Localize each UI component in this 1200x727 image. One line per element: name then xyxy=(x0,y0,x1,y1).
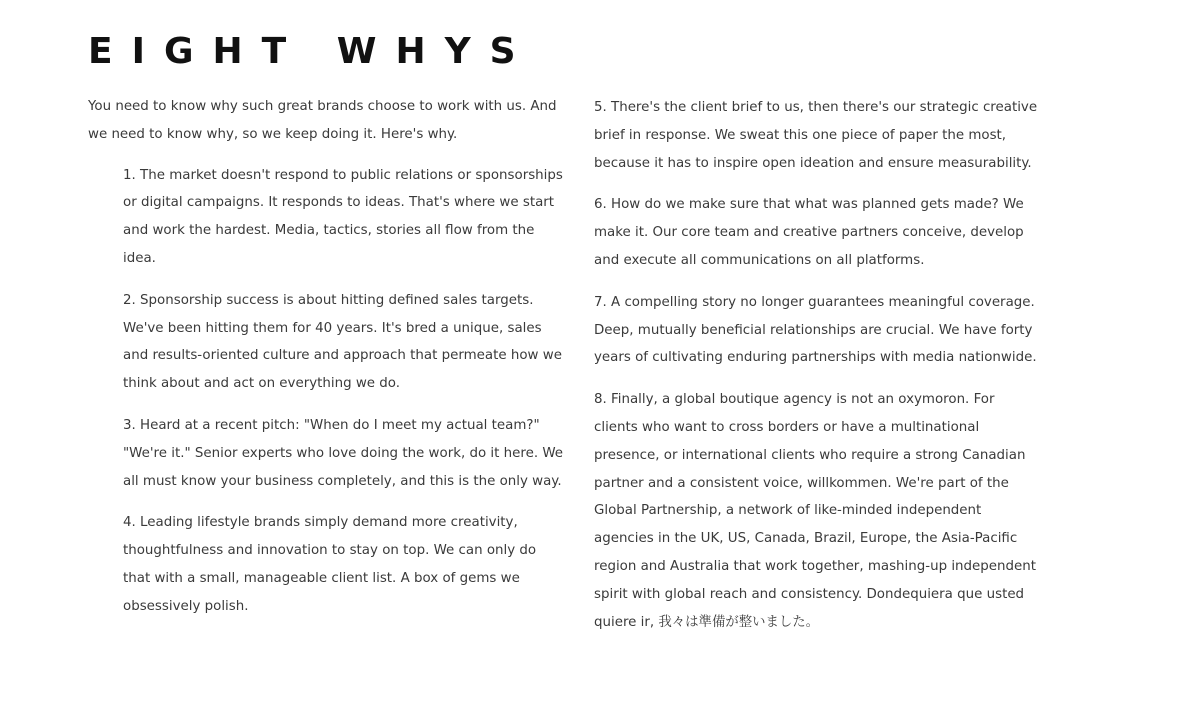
why-item-7: 7. A compelling story no longer guarantees meaningful coverage. Deep, mutually beneficial relationships are crucial. We have forty years of cultivating enduring partnerships with media nationwide. xyxy=(594,294,1037,366)
why-item-8: 8. Finally, a global boutique agency is not an oxymoron. For clients who want to cross borders or have a multinational presence, or international clients who require a strong Canadian partner and a consistent voice, willkommen. We're part of the Global Partnership, a network of like-minded independent agencies in the UK, US, Canada, Brazil, Europe, the Asia-Pacific region and Australia that work together, mashing-up independent spirit with global reach and consistency. Dondequiera que usted quiere ir, 我々は準備が整いました。 xyxy=(594,392,1036,630)
left-column xyxy=(88,93,566,635)
why-item-6: 6. How do we make sure that what was planned gets made? We make it. Our core team and creative partners conceive, develop and execute all communications on all platforms. xyxy=(594,197,1024,268)
why-item-4: 4. Leading lifestyle brands simply demand more creativity, thoughtfulness and innovation to stay on top. We can only do that with a small, manageable client list. A box of gems we obsessively polish. xyxy=(123,515,537,614)
right-column xyxy=(594,94,1038,650)
intro-paragraph: You need to know why such great brands choose to work with us. And we need to know why, so we keep doing it. Here's why. xyxy=(88,99,557,142)
why-item-1: 1. The market doesn't respond to public relations or sponsorships or digital campaigns. It responds to ideas. That's where we start and work the hardest. Media, tactics, stories all flow from the idea. xyxy=(123,167,563,266)
why-item-3: 3. Heard at a recent pitch: "When do I meet my actual team?" "We're it." Senior experts who love doing the work, do it here. We all must know your business completely, and this is the only way. xyxy=(123,417,564,489)
why-item-5: 5. There's the client brief to us, then there's our strategic creative brief in response. We sweat this one piece of paper the most, because it has to inspire open ideation and ensure measurability. xyxy=(594,100,1038,171)
why-item-2: 2. Sponsorship success is about hitting defined sales targets. We've been hitting them for 40 years. It's bred a unique, sales and results-oriented culture and approach that permeate how we think about and act on everything we do. xyxy=(123,292,562,392)
page-title: EIGHT WHYS xyxy=(88,31,535,72)
